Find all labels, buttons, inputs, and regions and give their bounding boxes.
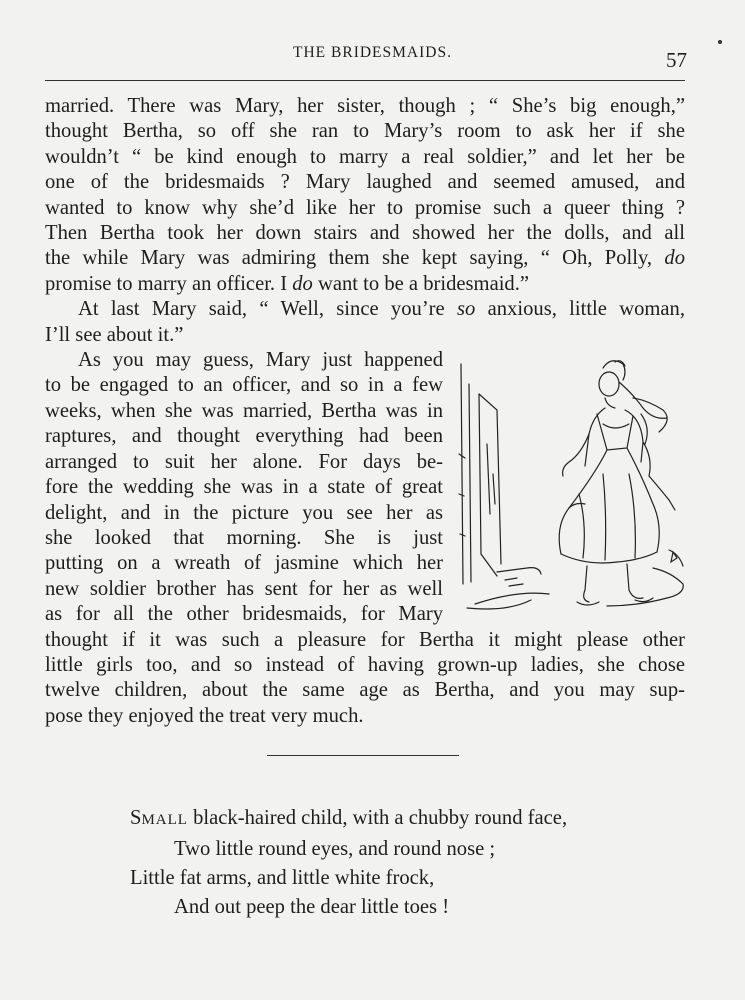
paragraph-1: [45, 94, 685, 297]
text-line: fore the wedding she was in a state of great: [45, 476, 443, 499]
paragraph-2-end: [45, 323, 685, 348]
paragraph-2: [45, 297, 685, 322]
text-line: wanted to know why she’d like her to promise such a queer thing ?: [45, 196, 685, 219]
ink-speck: [718, 40, 722, 44]
text-fragment: anxious, little woman,: [487, 298, 686, 321]
text-line: I’ll see about it.”: [45, 323, 184, 346]
text-line: married. There was Mary, her sister, though ; “ She’s big enough,”: [45, 95, 685, 117]
text-line: [45, 246, 685, 271]
poem-line-4: And out peep the dear little toes !: [174, 896, 450, 918]
text-line: raptures, and thought everything had been: [45, 425, 443, 448]
text-line: Then Bertha took her down stairs and showed her the dolls, and all: [45, 222, 685, 245]
emphasis: do: [664, 247, 685, 270]
small-caps: MALL: [141, 812, 188, 828]
text-line: she looked that morning. She is just: [45, 526, 443, 549]
bridesmaid-illustration: [457, 354, 689, 616]
text-fragment: want to be a bridesmaid.”: [318, 272, 530, 295]
text-line: As you may guess, Mary just happened: [78, 349, 443, 372]
emphasis: do: [292, 272, 313, 295]
text-line: [45, 297, 685, 322]
text-line: weeks, when she was married, Bertha was in: [45, 399, 443, 422]
text-fragment: the while Mary was admiring them she kept saying, “ Oh, Polly,: [45, 247, 653, 270]
drop-letter: S: [130, 807, 142, 829]
text-line: new soldier brother has sent for her as well: [45, 577, 443, 600]
text-line: putting on a wreath of jasmine which her: [45, 552, 443, 575]
story-text: [45, 94, 685, 729]
poem-line-1: [130, 804, 690, 835]
text-line: delight, and in the picture you see her as: [45, 501, 443, 524]
section-divider: [267, 755, 459, 756]
text-line: little girls too, and so instead of having grown-up ladies, she chose: [45, 653, 685, 676]
text-line: pose they enjoyed the treat very much.: [45, 704, 364, 727]
emphasis: so: [457, 298, 476, 321]
text-fragment: promise to marry an officer. I: [45, 272, 288, 295]
text-line: thought Bertha, so off she ran to Mary’s room to ask her if she: [45, 120, 685, 143]
running-title: THE BRIDESMAIDS.: [293, 44, 452, 61]
text-line: twelve children, about the same age as Bertha, and you may sup-: [45, 679, 685, 702]
text-line: to be engaged to an officer, and so in a few: [45, 374, 443, 397]
text-line: one of the bridesmaids ? Mary laughed and seemed amused, and: [45, 171, 685, 194]
text-line: thought if it was such a pleasure for Bertha it might please other: [45, 628, 685, 651]
header-rule: [45, 80, 685, 81]
text-line: [45, 272, 685, 297]
poem-line-2: Two little round eyes, and round nose ;: [174, 838, 496, 860]
text-fragment: black-haired child, with a chubby round face,: [187, 807, 568, 829]
poem: [130, 804, 690, 922]
text-line: as for all the other bridesmaids, for Mary: [45, 603, 443, 626]
page-number: 57: [666, 48, 687, 72]
text-line: wouldn’t “ be kind enough to marry a real soldier,” and let her be: [45, 145, 685, 168]
text-fragment: At last Mary said, “ Well, since you’re: [78, 298, 445, 321]
text-line: arranged to suit her alone. For days be-: [45, 450, 443, 473]
poem-line-3: Little fat arms, and little white frock,: [130, 867, 435, 889]
